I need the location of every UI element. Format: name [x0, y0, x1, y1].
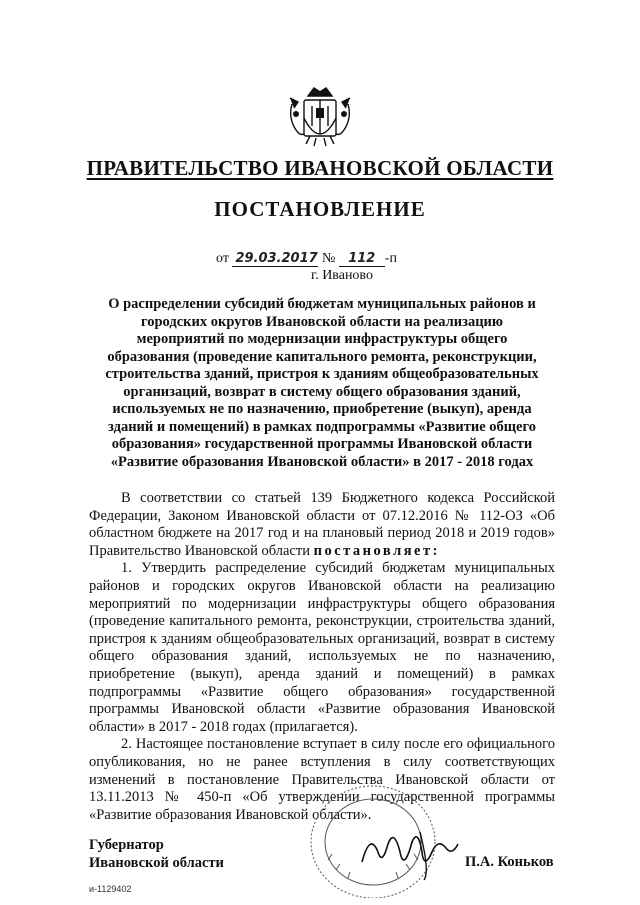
preamble-text: В соответствии со статьей 139 Бюджетного кодекса Российской Федерации, Законом Ивановской области от 07.12.2016 № 112-ОЗ «Об областном бюджете на 2017 год и на плановый период 2018 и 2019 годов» Правительство Ивановской области	[89, 490, 555, 559]
item-1-paragraph: 1. Утвердить распределение субсидий бюджетам муниципальных районов и городских округов Ивановской области на реализацию мероприятий по модернизации инфраструктуры общего образования (проведение капитального ремонта, реконструкции, строительства зданий, пристроя к зданиям общеобразовательных организаций, возврат в систему общего образования зданий, используемых не по назначению, приобретение (выкуп), аренда зданий и помещений) в рамках подпрограммы «Развитие общего образования» государственной программы Ивановской области «Развитие образования Ивановской области» в 2017 - 2018 годах (прилагается).	[89, 560, 555, 735]
number-prefix: №	[321, 251, 336, 266]
city-line: г. Иваново	[311, 268, 373, 283]
decree-word: постановляет:	[313, 542, 440, 559]
signatory-name: П.А. Коньков	[465, 854, 554, 870]
footer-code: и-1129402	[89, 884, 132, 894]
signatory-title-line-1: Губернатор	[89, 837, 164, 853]
document-subject: О распределении субсидий бюджетам муниципальных районов и городских округов Ивановской области на реализацию мероприятий по модернизации инфраструктуры общего образования (проведение капитального ремонта, реконструкции, строительства зданий, пристроя к зданиям общеобразовательных организаций, возврат в систему общего образования зданий, используемых не по назначению, приобретение (выкуп), аренда зданий и помещений) в рамках подпрограммы «Развитие общего образования» государственной программы Ивановской области «Развитие образования Ивановской области» в 2017 - 2018 годах	[105, 296, 539, 470]
signatory-title	[89, 836, 224, 872]
handwritten-number: 112	[339, 252, 385, 267]
date-number-line	[216, 251, 456, 267]
signatory-title-line-2: Ивановской области	[89, 855, 224, 871]
document-type: ПОСТАНОВЛЕНИЕ	[214, 197, 426, 221]
signature-icon	[360, 822, 460, 882]
item-2-paragraph: 2. Настоящее постановление вступает в силу после его официального опубликования, но не ранее вступления в силу соответствующих изменений в постановление Правительства Ивановской области от 13.11.2013 № 450-п «Об утверждении государственной программы «Развитие образования Ивановской области».	[89, 736, 555, 823]
date-prefix: от	[216, 251, 229, 266]
document-body	[89, 490, 555, 824]
handwritten-date: 29.03.2017	[232, 252, 318, 267]
coat-of-arms-icon	[286, 78, 354, 148]
government-title: ПРАВИТЕЛЬСТВО ИВАНОВСКОЙ ОБЛАСТИ	[86, 156, 554, 180]
preamble-paragraph	[89, 490, 555, 560]
number-suffix: -п	[384, 251, 397, 266]
